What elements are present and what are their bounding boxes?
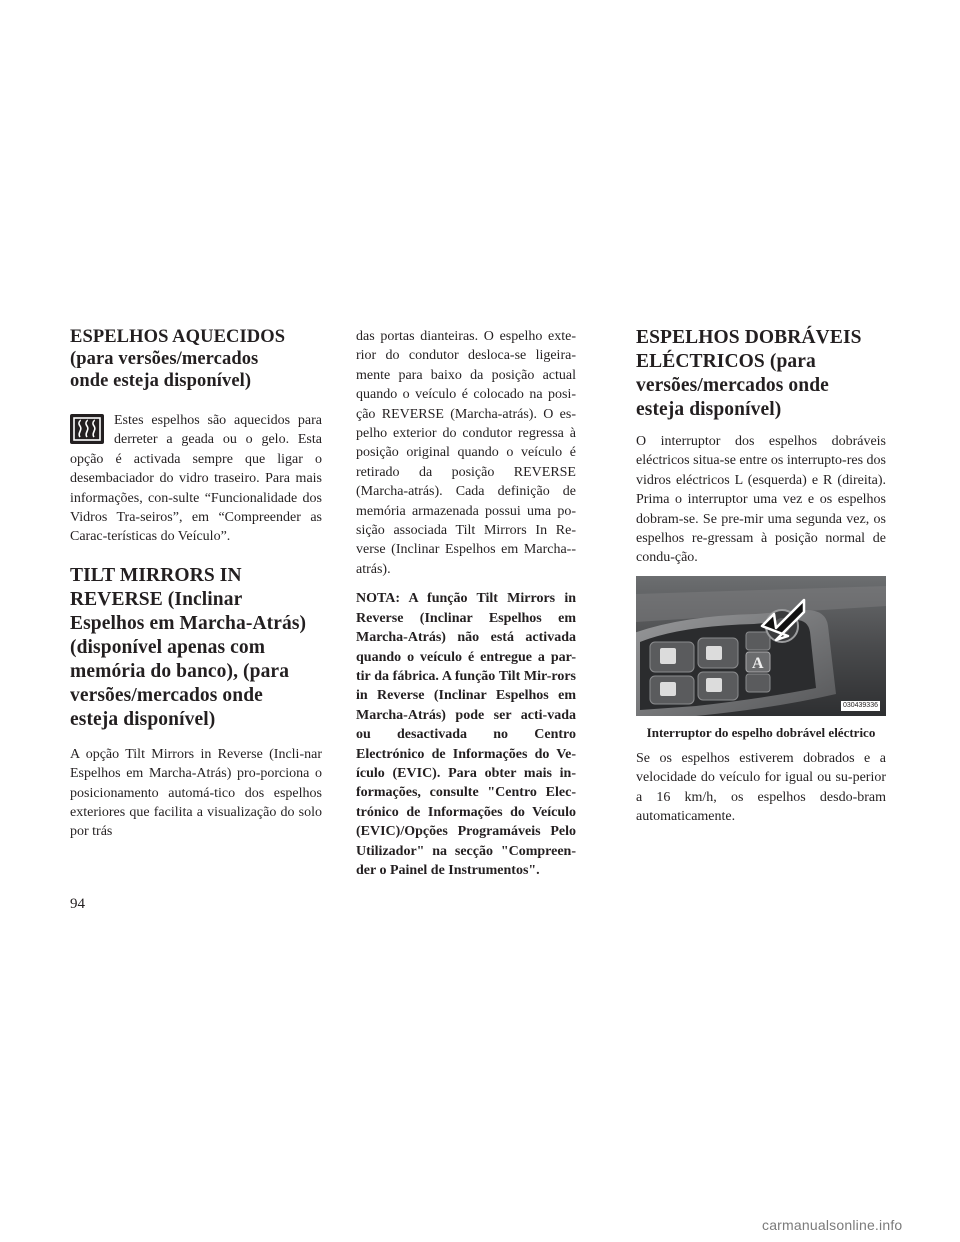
- heading-folding-mirrors: [636, 326, 886, 422]
- heading-tilt-mirrors: [70, 564, 322, 732]
- heated-paragraph: Estes espelhos são aquecidos para derreter a geada ou o gelo. Esta opção é activada sempre que ligar o desembaciador do vidro traseiro. Para mais informações, con-sulte “Funcionalidade dos Vidros Tra-seiros”, em “Compreender as Carac-terísticas do Veículo”.: [70, 413, 322, 545]
- heading-line: TILT MIRRORS IN: [70, 564, 242, 586]
- heading-line: ESPELHOS DOBRÁVEIS: [636, 327, 862, 348]
- heading-line: versões/mercados onde: [70, 684, 263, 706]
- svg-text:A: A: [752, 654, 764, 672]
- continued-paragraph: das portas dianteiras. O espelho exte-rior do condutor desloca-se ligeira-mente para baixo da posição actual quando o veículo é colocado na posi-ção REVERSE (Marcha-atrás). O es-pelho exterior do condutor regressa à posição original quando o veículo é retirado da posição REVERSE (Marcha-atrás). Cada definição de memória armazenada possui uma po-sição associada Tilt Mirrors In Re-verse (Inclinar Espelhos em Marcha--atrás).: [356, 329, 576, 577]
- heading-line: esteja disponível): [636, 399, 782, 420]
- heading-line: REVERSE (Inclinar: [70, 588, 243, 610]
- figure-caption: Interruptor do espelho dobrável eléctrico: [646, 724, 876, 740]
- heading-line: onde esteja disponível): [70, 371, 252, 391]
- rear-defrost-icon: [70, 414, 104, 444]
- switch-photo-illustration: [636, 576, 886, 716]
- figure-code: 030439336: [842, 701, 878, 709]
- heading-line: (disponível apenas com: [70, 636, 266, 658]
- heated-section: [70, 411, 322, 547]
- heading-line: versões/mercados onde: [636, 375, 829, 396]
- column-left: [70, 326, 322, 842]
- page-number: 94: [70, 896, 85, 912]
- heading-line: Espelhos em Marcha-Atrás): [70, 612, 307, 634]
- heading-line: (para versões/mercados: [70, 349, 259, 369]
- heading-line: ELÉCTRICOS (para: [636, 351, 816, 372]
- note-paragraph: NOTA: A função Tilt Mirrors in Reverse (Inclinar Espelhos em Marcha-Atrás) não está activada quando o veículo é entregue a par-tir da fábrica. A função Tilt Mir-rors in Reverse (Inclinar Espelhos em Marcha-Atrás) pode ser acti-vada ou desactivada no Centro Electrónico de Informações do Ve-ículo (EVIC). Para obter mais in-formações, consulte "Centro Elec-trónico de Informações do Veículo (EVIC)/Opções Programáveis Pelo Utilizador" na secção "Compreen-der o Painel de Instrumentos".: [356, 591, 576, 878]
- switch-photo: [636, 576, 886, 716]
- watermark-link[interactable]: carmanualsonline.info: [762, 1217, 903, 1233]
- column-middle: [356, 326, 576, 880]
- column-right: [636, 326, 886, 826]
- tilt-paragraph: A opção Tilt Mirrors in Reverse (Incli-nar Espelhos em Marcha-Atrás) pro-porciona o posicionamento automá-tico dos espelhos exteriores que facilita a visualização do solo por trás: [70, 746, 322, 840]
- speed-paragraph: Se os espelhos estiverem dobrados e a velocidade do veículo for igual ou su-perior a 16 km/h, os espelhos desdo-bram automaticamente.: [636, 750, 886, 825]
- heading-line: memória do banco), (para: [70, 660, 290, 682]
- heading-line: ESPELHOS AQUECIDOS: [70, 327, 286, 347]
- heading-heated-mirrors: [70, 326, 322, 392]
- heading-line: esteja disponível): [70, 708, 216, 730]
- folding-paragraph: O interruptor dos espelhos dobráveis eléctricos situa-se entre os interrupto-res dos vidros eléctricos L (esquerda) e R (direita). Prima o interruptor uma vez e os espelhos dobram-se. Se pre-mir uma segunda vez, os espelhos re-gressam à posição normal de condu-ção.: [636, 434, 886, 566]
